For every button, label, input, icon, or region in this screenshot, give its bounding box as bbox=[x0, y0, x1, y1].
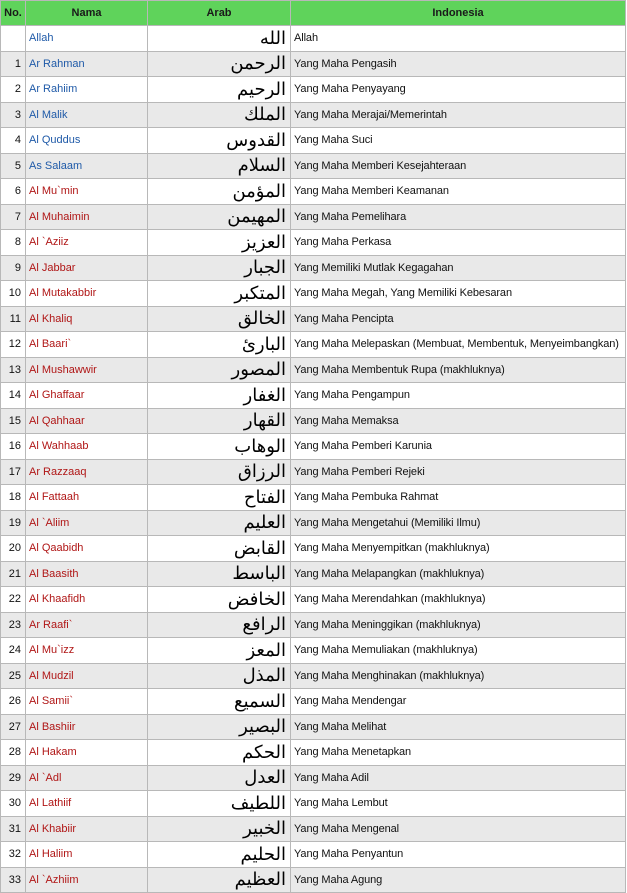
cell-nama: Ar Raafi` bbox=[26, 612, 148, 638]
cell-indonesia: Yang Maha Pemelihara bbox=[291, 204, 626, 230]
cell-nama: Al Lathiif bbox=[26, 791, 148, 817]
cell-indonesia: Yang Maha Meninggikan (makhluknya) bbox=[291, 612, 626, 638]
table-row bbox=[1, 510, 626, 536]
cell-nama: Al Wahhaab bbox=[26, 434, 148, 460]
cell-indonesia: Yang Maha Suci bbox=[291, 128, 626, 154]
cell-arab: المذل bbox=[148, 663, 291, 689]
cell-nama: Al Haliim bbox=[26, 842, 148, 868]
cell-no: 25 bbox=[1, 663, 26, 689]
cell-no: 7 bbox=[1, 204, 26, 230]
cell-arab: البصير bbox=[148, 714, 291, 740]
cell-no: 15 bbox=[1, 408, 26, 434]
cell-no: 8 bbox=[1, 230, 26, 256]
table-row bbox=[1, 663, 626, 689]
cell-arab: العزيز bbox=[148, 230, 291, 256]
header-no: No. bbox=[1, 1, 26, 26]
table-row bbox=[1, 255, 626, 281]
cell-indonesia: Yang Maha Memberi Keamanan bbox=[291, 179, 626, 205]
cell-nama: Ar Rahman bbox=[26, 51, 148, 77]
header-nama: Nama bbox=[26, 1, 148, 26]
cell-no: 23 bbox=[1, 612, 26, 638]
cell-indonesia: Yang Maha Melapangkan (makhluknya) bbox=[291, 561, 626, 587]
cell-arab: المهيمن bbox=[148, 204, 291, 230]
cell-arab: الحليم bbox=[148, 842, 291, 868]
table-row bbox=[1, 408, 626, 434]
cell-nama: Al `Aliim bbox=[26, 510, 148, 536]
cell-no: 16 bbox=[1, 434, 26, 460]
cell-nama: Al Mudzil bbox=[26, 663, 148, 689]
table-row bbox=[1, 765, 626, 791]
cell-nama: Al Baari` bbox=[26, 332, 148, 358]
cell-arab: الباسط bbox=[148, 561, 291, 587]
cell-no: 14 bbox=[1, 383, 26, 409]
cell-arab: الوهاب bbox=[148, 434, 291, 460]
cell-indonesia: Yang Maha Perkasa bbox=[291, 230, 626, 256]
cell-no: 5 bbox=[1, 153, 26, 179]
cell-indonesia: Yang Memiliki Mutlak Kegagahan bbox=[291, 255, 626, 281]
cell-indonesia: Yang Maha Pembuka Rahmat bbox=[291, 485, 626, 511]
table-row bbox=[1, 612, 626, 638]
cell-indonesia: Yang Maha Pencipta bbox=[291, 306, 626, 332]
cell-no: 31 bbox=[1, 816, 26, 842]
cell-arab: القهار bbox=[148, 408, 291, 434]
cell-nama: Al `Aziiz bbox=[26, 230, 148, 256]
cell-arab: الحكم bbox=[148, 740, 291, 766]
cell-arab: الخالق bbox=[148, 306, 291, 332]
cell-nama: Ar Rahiim bbox=[26, 77, 148, 103]
cell-nama: Al Samii` bbox=[26, 689, 148, 715]
table-row bbox=[1, 714, 626, 740]
cell-nama: Al Mutakabbir bbox=[26, 281, 148, 307]
table-row bbox=[1, 102, 626, 128]
table-row bbox=[1, 153, 626, 179]
cell-indonesia: Yang Maha Memuliakan (makhluknya) bbox=[291, 638, 626, 664]
cell-nama: Al Muhaimin bbox=[26, 204, 148, 230]
cell-nama: Al `Adl bbox=[26, 765, 148, 791]
table-row bbox=[1, 26, 626, 52]
cell-no bbox=[1, 26, 26, 52]
cell-nama: Al Ghaffaar bbox=[26, 383, 148, 409]
cell-arab: اللطيف bbox=[148, 791, 291, 817]
cell-no: 30 bbox=[1, 791, 26, 817]
cell-arab: الرحمن bbox=[148, 51, 291, 77]
cell-nama: Al Mu`izz bbox=[26, 638, 148, 664]
cell-nama: Al Bashiir bbox=[26, 714, 148, 740]
cell-arab: الغفار bbox=[148, 383, 291, 409]
table-row bbox=[1, 332, 626, 358]
table-row bbox=[1, 230, 626, 256]
table-row bbox=[1, 867, 626, 893]
cell-arab: المؤمن bbox=[148, 179, 291, 205]
table-row bbox=[1, 638, 626, 664]
cell-no: 28 bbox=[1, 740, 26, 766]
table-row bbox=[1, 383, 626, 409]
cell-indonesia: Yang Maha Memaksa bbox=[291, 408, 626, 434]
cell-arab: الرحيم bbox=[148, 77, 291, 103]
cell-indonesia: Yang Maha Agung bbox=[291, 867, 626, 893]
cell-arab: المصور bbox=[148, 357, 291, 383]
cell-nama: Al Hakam bbox=[26, 740, 148, 766]
cell-indonesia: Yang Maha Mengenal bbox=[291, 816, 626, 842]
header-row bbox=[1, 1, 626, 26]
cell-no: 3 bbox=[1, 102, 26, 128]
cell-no: 9 bbox=[1, 255, 26, 281]
cell-nama: Al Baasith bbox=[26, 561, 148, 587]
header-indonesia: Indonesia bbox=[291, 1, 626, 26]
cell-arab: الخبير bbox=[148, 816, 291, 842]
cell-arab: السميع bbox=[148, 689, 291, 715]
cell-no: 29 bbox=[1, 765, 26, 791]
table-row bbox=[1, 204, 626, 230]
cell-no: 1 bbox=[1, 51, 26, 77]
cell-no: 33 bbox=[1, 867, 26, 893]
cell-arab: الجبار bbox=[148, 255, 291, 281]
cell-no: 11 bbox=[1, 306, 26, 332]
cell-arab: الرزاق bbox=[148, 459, 291, 485]
cell-arab: الله bbox=[148, 26, 291, 52]
cell-indonesia: Yang Maha Memberi Kesejahteraan bbox=[291, 153, 626, 179]
cell-arab: المعز bbox=[148, 638, 291, 664]
cell-no: 21 bbox=[1, 561, 26, 587]
cell-no: 32 bbox=[1, 842, 26, 868]
cell-no: 17 bbox=[1, 459, 26, 485]
cell-nama: Al Mu`min bbox=[26, 179, 148, 205]
cell-no: 26 bbox=[1, 689, 26, 715]
cell-nama: Al Fattaah bbox=[26, 485, 148, 511]
cell-no: 22 bbox=[1, 587, 26, 613]
cell-indonesia: Yang Maha Melepaskan (Membuat, Membentuk, Menyeimbangkan) bbox=[291, 332, 626, 358]
cell-arab: العليم bbox=[148, 510, 291, 536]
cell-indonesia: Yang Maha Melihat bbox=[291, 714, 626, 740]
cell-no: 18 bbox=[1, 485, 26, 511]
table-row bbox=[1, 459, 626, 485]
cell-no: 19 bbox=[1, 510, 26, 536]
cell-nama: Al Qahhaar bbox=[26, 408, 148, 434]
cell-indonesia: Yang Maha Merendahkan (makhluknya) bbox=[291, 587, 626, 613]
cell-arab: السلام bbox=[148, 153, 291, 179]
table-row bbox=[1, 281, 626, 307]
cell-nama: Al Khabiir bbox=[26, 816, 148, 842]
table-row bbox=[1, 306, 626, 332]
cell-nama: Al Khaliq bbox=[26, 306, 148, 332]
cell-indonesia: Yang Maha Menetapkan bbox=[291, 740, 626, 766]
cell-nama: Al `Azhiim bbox=[26, 867, 148, 893]
cell-nama: As Salaam bbox=[26, 153, 148, 179]
cell-no: 20 bbox=[1, 536, 26, 562]
cell-indonesia: Yang Maha Mendengar bbox=[291, 689, 626, 715]
cell-nama: Al Malik bbox=[26, 102, 148, 128]
cell-nama: Al Khaafidh bbox=[26, 587, 148, 613]
table-row bbox=[1, 434, 626, 460]
cell-nama: Al Quddus bbox=[26, 128, 148, 154]
table-row bbox=[1, 77, 626, 103]
table-row bbox=[1, 357, 626, 383]
cell-indonesia: Yang Maha Penyayang bbox=[291, 77, 626, 103]
cell-indonesia: Yang Maha Membentuk Rupa (makhluknya) bbox=[291, 357, 626, 383]
table-row bbox=[1, 689, 626, 715]
cell-arab: العظيم bbox=[148, 867, 291, 893]
cell-no: 2 bbox=[1, 77, 26, 103]
cell-arab: الملك bbox=[148, 102, 291, 128]
cell-indonesia: Yang Maha Mengetahui (Memiliki Ilmu) bbox=[291, 510, 626, 536]
table-row bbox=[1, 485, 626, 511]
table-row bbox=[1, 842, 626, 868]
cell-indonesia: Yang Maha Lembut bbox=[291, 791, 626, 817]
table-row bbox=[1, 128, 626, 154]
table-row bbox=[1, 740, 626, 766]
cell-no: 4 bbox=[1, 128, 26, 154]
cell-nama: Al Jabbar bbox=[26, 255, 148, 281]
table-row bbox=[1, 816, 626, 842]
cell-indonesia: Yang Maha Menyempitkan (makhluknya) bbox=[291, 536, 626, 562]
cell-indonesia: Allah bbox=[291, 26, 626, 52]
table-row bbox=[1, 561, 626, 587]
header-arab: Arab bbox=[148, 1, 291, 26]
table-row bbox=[1, 536, 626, 562]
table-row bbox=[1, 791, 626, 817]
cell-no: 6 bbox=[1, 179, 26, 205]
cell-no: 10 bbox=[1, 281, 26, 307]
cell-nama: Al Qaabidh bbox=[26, 536, 148, 562]
cell-arab: المتكبر bbox=[148, 281, 291, 307]
cell-nama: Ar Razzaaq bbox=[26, 459, 148, 485]
cell-nama: Allah bbox=[26, 26, 148, 52]
cell-no: 27 bbox=[1, 714, 26, 740]
table-body bbox=[1, 26, 626, 893]
cell-indonesia: Yang Maha Pemberi Karunia bbox=[291, 434, 626, 460]
cell-no: 12 bbox=[1, 332, 26, 358]
cell-indonesia: Yang Maha Menghinakan (makhluknya) bbox=[291, 663, 626, 689]
cell-arab: الرافع bbox=[148, 612, 291, 638]
cell-indonesia: Yang Maha Penyantun bbox=[291, 842, 626, 868]
cell-arab: العدل bbox=[148, 765, 291, 791]
cell-no: 24 bbox=[1, 638, 26, 664]
cell-arab: البارئ bbox=[148, 332, 291, 358]
cell-arab: القدوس bbox=[148, 128, 291, 154]
cell-indonesia: Yang Maha Pengasih bbox=[291, 51, 626, 77]
cell-arab: الخافض bbox=[148, 587, 291, 613]
cell-no: 13 bbox=[1, 357, 26, 383]
cell-arab: الفتاح bbox=[148, 485, 291, 511]
table-row bbox=[1, 51, 626, 77]
table-row bbox=[1, 587, 626, 613]
cell-indonesia: Yang Maha Adil bbox=[291, 765, 626, 791]
cell-indonesia: Yang Maha Pengampun bbox=[291, 383, 626, 409]
cell-indonesia: Yang Maha Pemberi Rejeki bbox=[291, 459, 626, 485]
cell-nama: Al Mushawwir bbox=[26, 357, 148, 383]
table-row bbox=[1, 179, 626, 205]
cell-indonesia: Yang Maha Megah, Yang Memiliki Kebesaran bbox=[291, 281, 626, 307]
cell-arab: القابض bbox=[148, 536, 291, 562]
cell-indonesia: Yang Maha Merajai/Memerintah bbox=[291, 102, 626, 128]
